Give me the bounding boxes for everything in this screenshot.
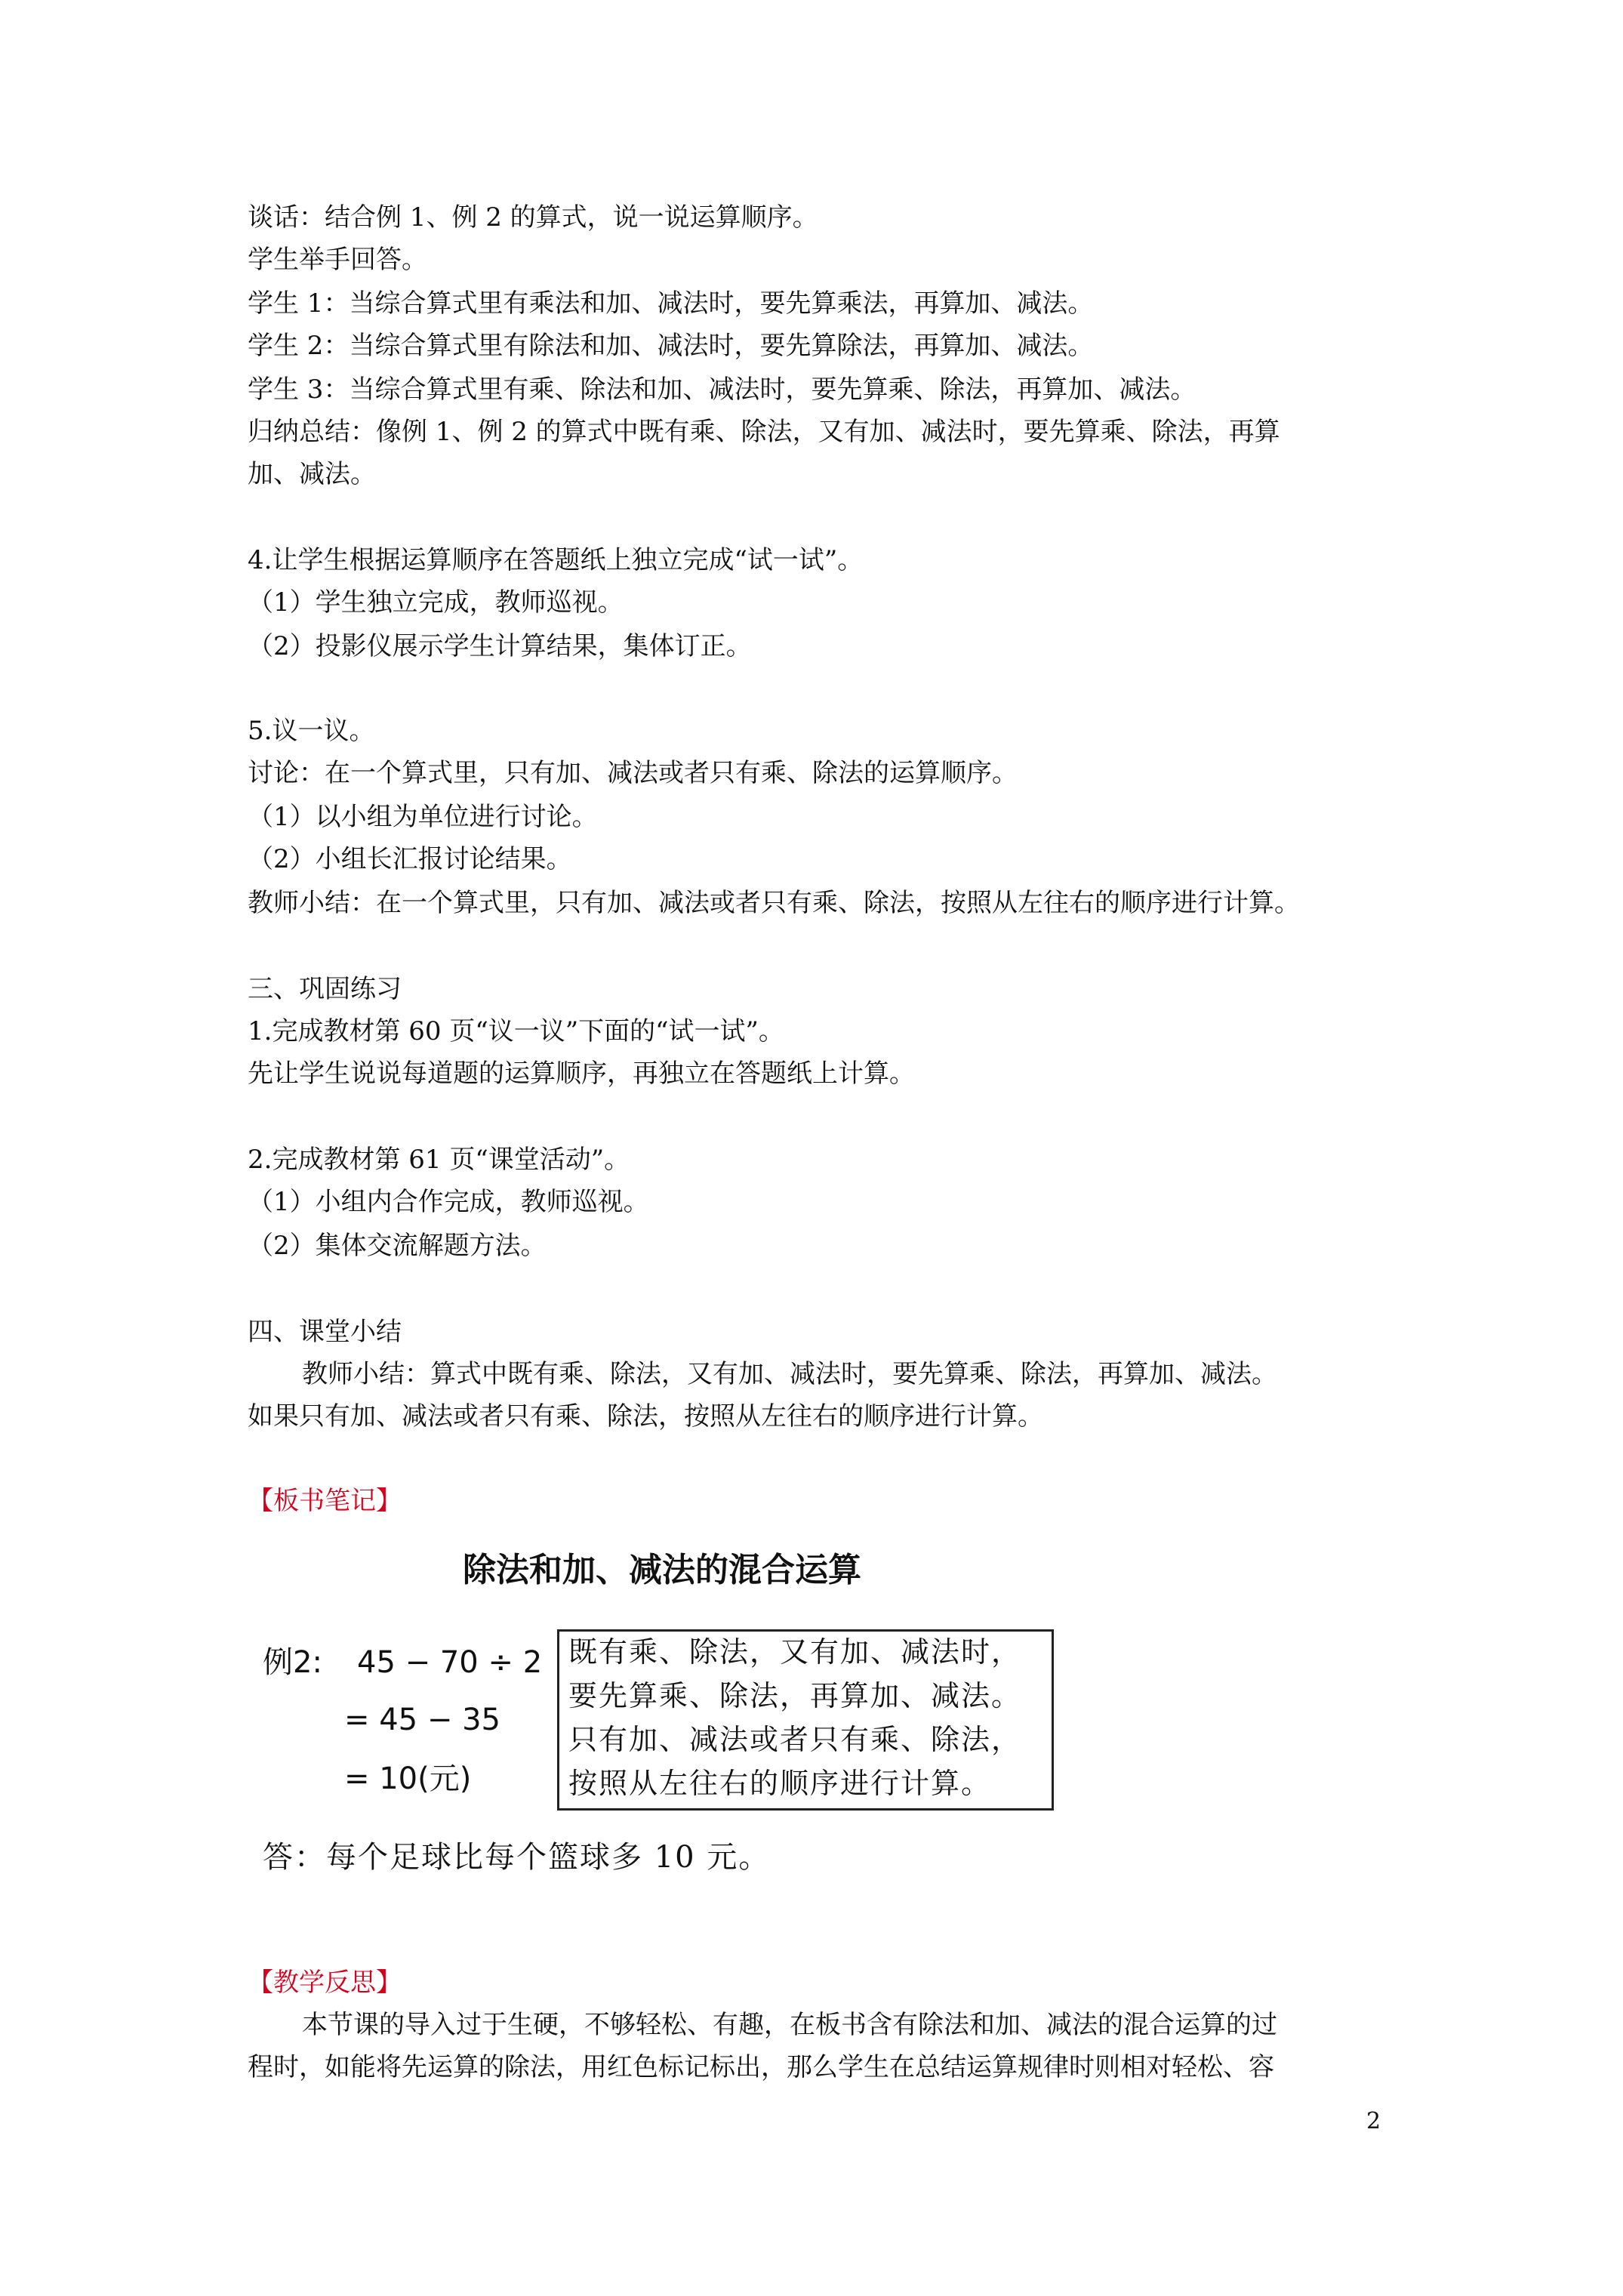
section-heading: 三、巩固练习 <box>248 974 402 1004</box>
text-line: 5.议一议。 <box>248 716 375 746</box>
rule-line: 按照从左往右的顺序进行计算。 <box>568 1767 992 1800</box>
text-line: （2）小组长汇报讨论结果。 <box>248 844 572 874</box>
text-line: 学生 2：当综合算式里有除法和加、减法时，要先算除法，再算加、减法。 <box>248 331 1094 361</box>
text-line: 1.完成教材第 60 页“议一议”下面的“试一试”。 <box>248 1016 784 1046</box>
text-line: 加、减法。 <box>248 459 376 489</box>
text-line: （1）小组内合作完成，教师巡视。 <box>248 1187 649 1217</box>
text-line: 如果只有加、减法或者只有乘、除法，按照从左往右的顺序进行计算。 <box>248 1401 1043 1432</box>
rules-box <box>557 1629 1054 1811</box>
text-line: 谈话：结合例 1、例 2 的算式，说一说运算顺序。 <box>248 202 818 233</box>
text-line: 学生 1：当综合算式里有乘法和加、减法时，要先算乘法，再算加、减法。 <box>248 288 1094 319</box>
text-line: 学生举手回答。 <box>248 245 427 275</box>
answer-line: 答：每个足球比每个篮球多 10 元。 <box>263 1840 771 1875</box>
rule-line: 既有乘、除法，又有加、减法时， <box>568 1635 1022 1669</box>
text-line: 讨论：在一个算式里，只有加、减法或者只有乘、除法的运算顺序。 <box>248 758 1018 788</box>
text-line: （2）集体交流解题方法。 <box>248 1231 547 1261</box>
text-line: 教师小结：在一个算式里，只有加、减法或者只有乘、除法，按照从左往右的顺序进行计算。 <box>248 888 1300 918</box>
text-line: 学生 3：当综合算式里有乘、除法和加、减法时，要先算乘、除法，再算加、减法。 <box>248 374 1196 405</box>
text-line: 2.完成教材第 61 页“课堂活动”。 <box>248 1145 630 1175</box>
text-line: （1）以小组为单位进行讨论。 <box>248 802 598 832</box>
text-line: 教师小结：算式中既有乘、除法，又有加、减法时，要先算乘、除法，再算加、减法。 <box>302 1359 1277 1389</box>
text-line: （1）学生独立完成，教师巡视。 <box>248 587 624 618</box>
text-line: 程时，如能将先运算的除法，用红色标记标出，那么学生在总结运算规律时则相对轻松、容 <box>248 2052 1274 2082</box>
rule-line: 只有加、减法或者只有乘、除法， <box>568 1723 1022 1756</box>
reflection-heading: 【教学反思】 <box>248 1968 402 1998</box>
board-title: 除法和加、减法的混合运算 <box>463 1551 861 1589</box>
example-label: 例2: <box>263 1645 322 1680</box>
page-number: 2 <box>1366 2108 1381 2134</box>
blackboard-notes <box>248 1548 1153 1925</box>
text-line: 本节课的导入过于生硬，不够轻松、有趣，在板书含有除法和加、减法的混合运算的过 <box>302 2010 1277 2040</box>
text-line: （2）投影仪展示学生计算结果，集体订正。 <box>248 631 752 661</box>
text-line: 4.让学生根据运算顺序在答题纸上独立完成“试一试”。 <box>248 545 864 575</box>
calc-step-1: 45 − 70 ÷ 2 <box>357 1645 543 1680</box>
section-heading: 四、课堂小结 <box>248 1317 402 1347</box>
calc-step-3: = 10(元) <box>344 1761 472 1796</box>
text-line: 归纳总结：像例 1、例 2 的算式中既有乘、除法，又有加、减法时，要先算乘、除法，再算 <box>248 417 1280 447</box>
rule-line: 要先算乘、除法，再算加、减法。 <box>568 1679 1022 1712</box>
calc-step-2: = 45 − 35 <box>344 1703 500 1737</box>
text-line: 先让学生说说每道题的运算顺序，再独立在答题纸上计算。 <box>248 1059 915 1089</box>
board-notes-heading: 【板书笔记】 <box>248 1486 402 1516</box>
